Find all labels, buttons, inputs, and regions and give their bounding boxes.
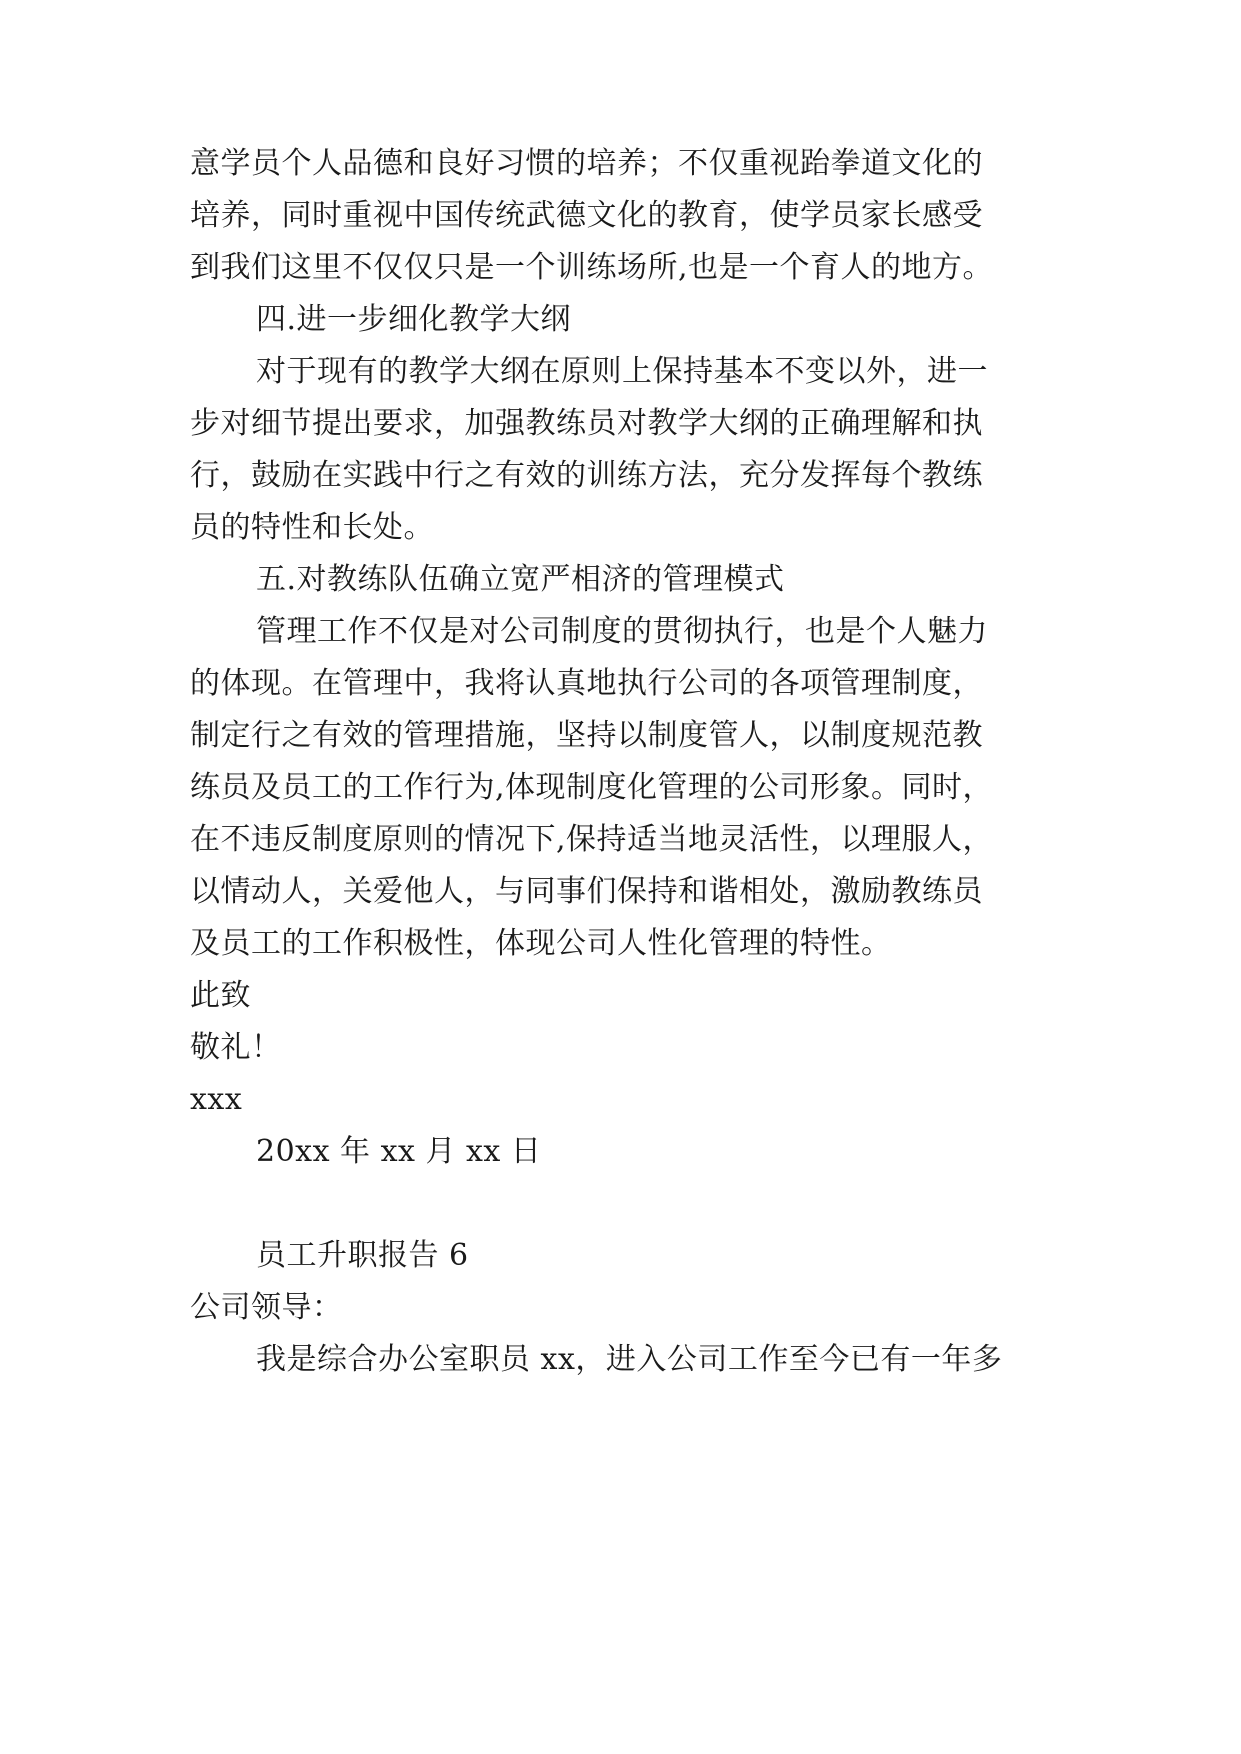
section-heading: 四.进一步细化教学大纲 [256,302,572,337]
paragraph-line: 到我们这里不仅仅只是一个训练场所,也是一个育人的地方。 [190,250,994,285]
paragraph-line: 在不违反制度原则的情况下,保持适当地灵活性，以理服人， [190,822,994,857]
section-heading: 五.对教练队伍确立宽严相济的管理模式 [256,562,785,597]
paragraph-line: 我是综合办公室职员 xx，进入公司工作至今已有一年多 [256,1342,1003,1377]
paragraph-line: 对于现有的教学大纲在原则上保持基本不变以外，进一 [256,354,988,389]
closing-line: 敬礼！ [190,1030,282,1065]
paragraph-line: 以情动人，关爱他人，与同事们保持和谐相处，激励教练员 [190,874,983,909]
paragraph-line: 的体现。在管理中，我将认真地执行公司的各项管理制度， [190,666,983,701]
paragraph-line: 管理工作不仅是对公司制度的贯彻执行，也是个人魅力 [256,614,988,649]
salutation: 公司领导： [190,1290,343,1325]
paragraph-line: 行，鼓励在实践中行之有效的训练方法，充分发挥每个教练 [190,458,983,493]
signature-name: xxx [190,1082,243,1117]
paragraph-line: 员的特性和长处。 [190,510,434,545]
signature-date: 20xx 年 xx 月 xx 日 [256,1134,542,1169]
closing-line: 此致 [190,978,251,1013]
paragraph-line: 步对细节提出要求，加强教练员对教学大纲的正确理解和执 [190,406,983,441]
paragraph-line: 培养，同时重视中国传统武德文化的教育，使学员家长感受 [190,198,983,233]
paragraph-line: 及员工的工作积极性，体现公司人性化管理的特性。 [190,926,892,961]
paragraph-line: 制定行之有效的管理措施，坚持以制度管人，以制度规范教 [190,718,983,753]
paragraph-line: 练员及员工的工作行为,体现制度化管理的公司形象。同时， [190,770,994,805]
paragraph-line: 意学员个人品德和良好习惯的培养；不仅重视跆拳道文化的 [190,146,983,181]
document-title: 员工升职报告 6 [256,1238,469,1273]
